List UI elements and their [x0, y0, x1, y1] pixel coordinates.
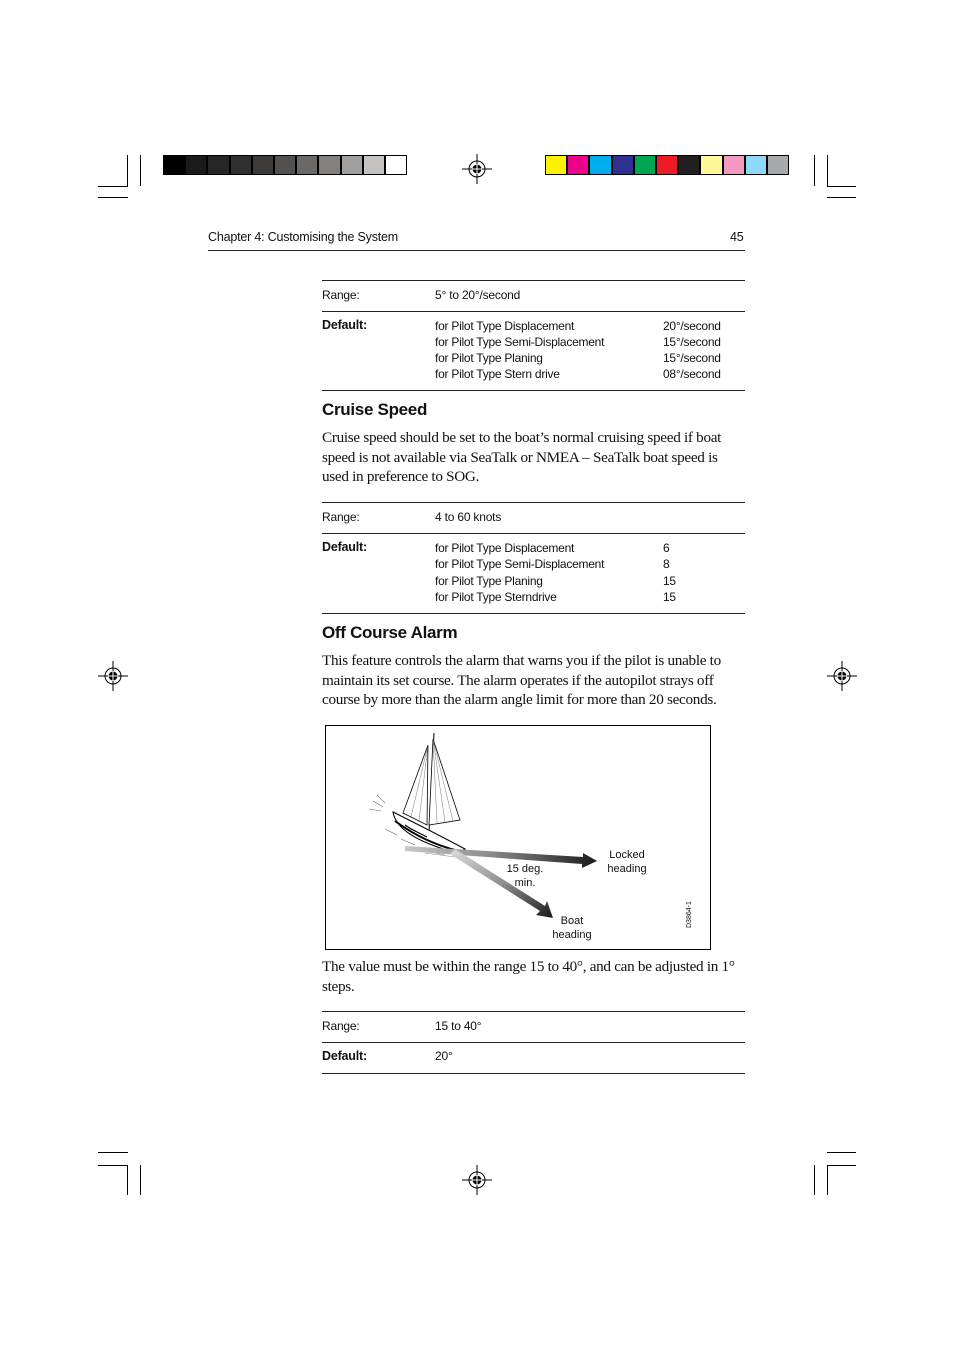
color-swatch — [678, 155, 700, 175]
default-desc: for Pilot Type Planing — [435, 351, 543, 365]
table-rule — [322, 613, 745, 614]
crop-mark — [127, 1165, 128, 1195]
table-rule — [322, 1073, 745, 1074]
color-swatch — [589, 155, 611, 175]
crop-mark — [98, 197, 128, 198]
color-swatch — [767, 155, 789, 175]
default-value: 20° — [435, 1049, 453, 1063]
range-label: Range: — [322, 1019, 360, 1033]
color-swatch — [612, 155, 634, 175]
table-rule — [322, 1042, 745, 1043]
crop-mark — [827, 186, 856, 187]
table-rule — [322, 1011, 745, 1012]
range-label: Range: — [322, 288, 360, 302]
default-value: 6 — [663, 541, 670, 555]
color-swatch — [274, 155, 296, 175]
page-number: 45 — [730, 230, 744, 244]
color-swatch — [545, 155, 567, 175]
diagram-drawing — [325, 725, 711, 950]
table-rule — [322, 311, 745, 312]
color-swatch — [723, 155, 745, 175]
table-rule — [322, 533, 745, 534]
color-swatch — [207, 155, 229, 175]
default-label: Default: — [322, 318, 367, 332]
sailboat-icon — [369, 733, 465, 857]
crop-mark — [827, 1165, 828, 1195]
crop-mark — [140, 1165, 141, 1195]
crop-mark — [98, 1165, 128, 1166]
boat-heading-label: Boat heading — [552, 915, 592, 941]
color-swatch — [252, 155, 274, 175]
default-label: Default: — [322, 540, 367, 554]
table-rule — [322, 502, 745, 503]
crop-mark — [98, 1152, 128, 1153]
default-desc: for Pilot Type Semi-Displacement — [435, 557, 605, 571]
color-swatch — [656, 155, 678, 175]
color-swatch — [296, 155, 318, 175]
default-value: 20°/second — [663, 319, 721, 333]
chapter-title: Chapter 4: Customising the System — [208, 230, 399, 244]
default-desc: for Pilot Type Planing — [435, 574, 543, 588]
figure-id: D3864-1 — [686, 901, 693, 928]
registration-mark-icon — [462, 154, 492, 184]
default-desc: for Pilot Type Semi-Displacement — [435, 335, 605, 349]
body-paragraph: This feature controls the alarm that warns you if the pilot is unable to maintain its set course. The alarm operates if the autopilot strays off course by more than the alarm angle limit for more than 20 seconds. — [322, 652, 721, 708]
crop-mark — [127, 155, 128, 186]
color-swatch — [363, 155, 385, 175]
section-heading: Cruise Speed — [322, 400, 428, 419]
crop-mark — [827, 1152, 856, 1153]
default-label: Default: — [322, 1049, 367, 1063]
default-desc: for Pilot Type Displacement — [435, 319, 575, 333]
default-value: 15 — [663, 574, 676, 588]
default-desc: for Pilot Type Sterndrive — [435, 590, 557, 604]
default-value: 15 — [663, 590, 676, 604]
registration-mark-icon — [462, 1165, 492, 1195]
color-swatch — [341, 155, 363, 175]
crop-mark — [827, 197, 856, 198]
range-label: Range: — [322, 510, 360, 524]
color-swatch — [230, 155, 252, 175]
range-value: 15 to 40° — [435, 1019, 482, 1033]
default-value: 15°/second — [663, 335, 721, 349]
crop-mark — [98, 186, 128, 187]
body-paragraph: Cruise speed should be set to the boat’s normal cruising speed if boat speed is not available via SeaTalk or NMEA – SeaTalk boat speed is used in preference to SOG. — [322, 429, 722, 485]
section-heading: Off Course Alarm — [322, 623, 458, 642]
range-value: 5° to 20°/second — [435, 288, 521, 302]
crop-mark — [140, 155, 141, 186]
default-value: 15°/second — [663, 351, 721, 365]
color-swatch — [385, 155, 407, 175]
default-value: 08°/second — [663, 367, 721, 381]
body-paragraph: The value must be within the range 15 to 40°, and can be adjusted in 1° steps. — [322, 958, 735, 995]
default-desc: for Pilot Type Displacement — [435, 541, 575, 555]
table-rule — [322, 280, 745, 281]
color-swatch — [745, 155, 767, 175]
crop-mark — [827, 155, 828, 186]
registration-mark-icon — [98, 661, 128, 691]
color-swatch — [318, 155, 340, 175]
default-desc: for Pilot Type Stern drive — [435, 367, 560, 381]
color-swatch — [163, 155, 185, 175]
color-swatch — [567, 155, 589, 175]
crop-mark — [814, 155, 815, 186]
header-rule — [208, 250, 745, 251]
range-value: 4 to 60 knots — [435, 510, 502, 524]
crop-mark — [814, 1165, 815, 1195]
registration-mark-icon — [827, 661, 857, 691]
color-swatch — [634, 155, 656, 175]
default-value: 8 — [663, 557, 670, 571]
color-swatch — [700, 155, 722, 175]
locked-heading-label: Locked heading — [607, 849, 647, 875]
color-swatch — [185, 155, 207, 175]
angle-label: 15 deg. min. — [506, 863, 544, 889]
crop-mark — [827, 1165, 856, 1166]
table-rule — [322, 390, 745, 391]
